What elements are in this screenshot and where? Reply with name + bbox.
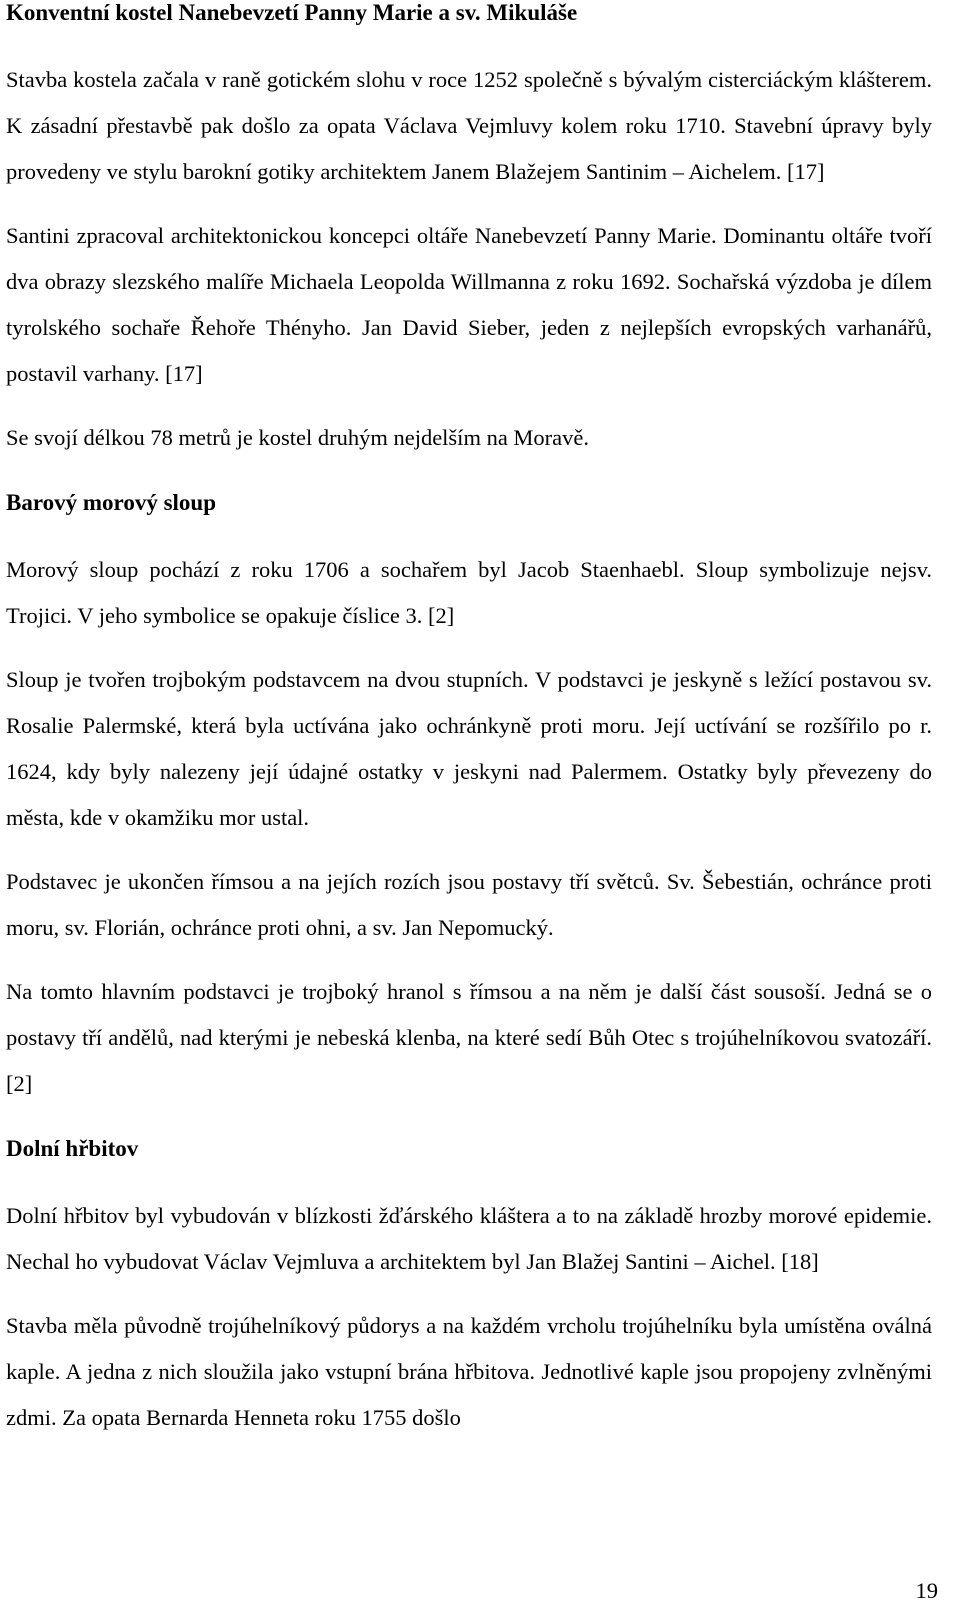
section-heading-kostel: Konventní kostel Nanebevzetí Panny Marie a sv. Mikuláše — [6, 0, 578, 25]
document-page — [6, 0, 932, 1441]
paragraph: Podstavec je ukončen římsou a na jejích rozích jsou postavy tří světců. Sv. Šebestián, ochránce proti moru, sv. Florián, ochránce proti ohni, a sv. Jan Nepomucký. — [6, 869, 932, 940]
section-heading-dolni-hrbitov: Dolní hřbitov — [6, 1136, 139, 1161]
paragraph: Sloup je tvořen trojbokým podstavcem na dvou stupních. V podstavci je jeskyně s ležící postavou sv. Rosalie Palermské, která byla uctívána jako ochránkyně proti moru. Její uctívání se rozšířilo po r. 1624, kdy byly nalezeny její údajné ostatky v jeskyni nad Palermem. Ostatky byly převezeny do města, kde v okamžiku mor ustal. — [6, 667, 932, 830]
paragraph: Dolní hřbitov byl vybudován v blízkosti žďárského kláštera a to na základě hrozby morové epidemie. Nechal ho vybudovat Václav Vejmluva a architektem byl Jan Blažej Santini – Aichel. [18] — [6, 1203, 932, 1274]
paragraph: Stavba měla původně trojúhelníkový půdorys a na každém vrcholu trojúhelníku byla umístěna oválná kaple. A jedna z nich sloužila jako vstupní brána hřbitova. Jednotlivé kaple jsou propojeny zvlněnými zdmi. Za opata Bernarda Henneta roku 1755 došlo — [6, 1313, 932, 1430]
section-heading-morovy-sloup: Barový morový sloup — [6, 490, 217, 515]
page-number: 19 — [915, 1578, 938, 1603]
paragraph: Santini zpracoval architektonickou koncepci oltáře Nanebevzetí Panny Marie. Dominantu oltáře tvoří dva obrazy slezského malíře Michaela Leopolda Willmanna z roku 1692. Sochařská výzdoba je dílem tyrolského sochaře Řehoře Thényho. Jan David Sieber, jeden z nejlepších evropských varhanářů, postavil varhany. [17] — [6, 223, 932, 386]
paragraph: Morový sloup pochází z roku 1706 a sochařem byl Jacob Staenhaebl. Sloup symbolizuje nejsv. Trojici. V jeho symbolice se opakuje číslice 3. [2] — [6, 557, 932, 628]
paragraph: Na tomto hlavním podstavci je trojboký hranol s římsou a na něm je další část sousoší. Jedná se o postavy tří andělů, nad kterými je nebeská klenba, na které sedí Bůh Otec s trojúhelníkovou svatozáří. [2] — [6, 979, 932, 1096]
paragraph: Stavba kostela začala v raně gotickém slohu v roce 1252 společně s bývalým cisterciáckým klášterem. K zásadní přestavbě pak došlo za opata Václava Vejmluvy kolem roku 1710. Stavební úpravy byly provedeny ve stylu barokní gotiky architektem Janem Blažejem Santinim – Aichelem. [17] — [6, 67, 932, 184]
paragraph: Se svojí délkou 78 metrů je kostel druhým nejdelším na Moravě. — [6, 425, 590, 450]
